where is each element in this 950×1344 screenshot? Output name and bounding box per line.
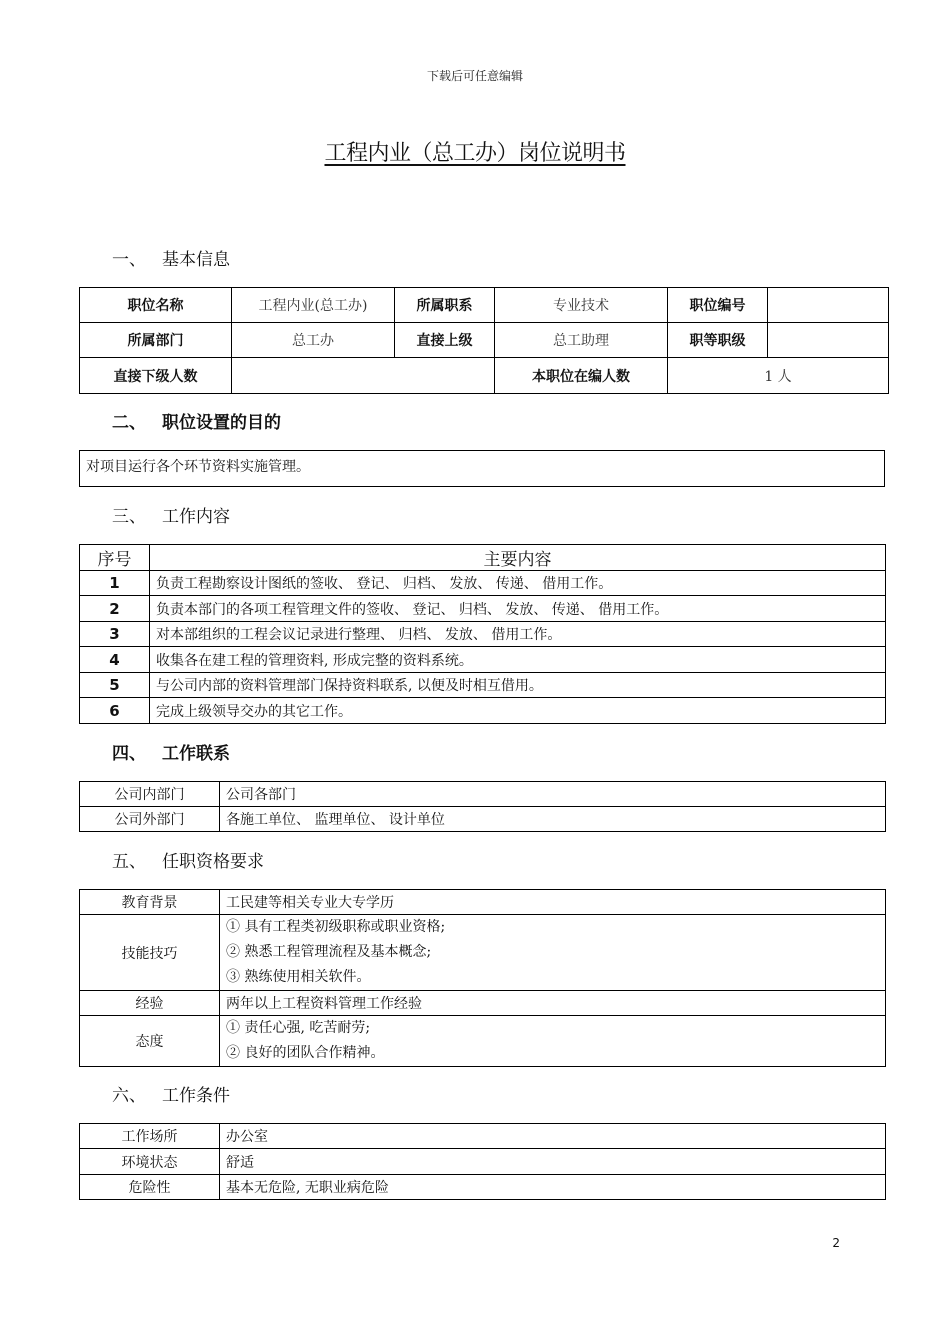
row-text: 完成上级领导交办的其它工作。 <box>150 698 886 724</box>
skills-list <box>220 915 886 991</box>
department-label: 所属部门 <box>80 323 232 358</box>
section-number: 二、 <box>112 413 146 433</box>
position-code-label: 职位编号 <box>668 288 768 323</box>
table-row <box>80 698 886 724</box>
job-family-label: 所属职系 <box>395 288 495 323</box>
page-number: 2 <box>832 1236 840 1250</box>
row-number: 1 <box>80 571 150 596</box>
skill-item: ② 熟悉工程管理流程及基本概念; <box>226 944 432 960</box>
row-text: 负责本部门的各项工程管理文件的签收、 登记、 归档、 发放、 传递、 借用工作。 <box>150 596 886 622</box>
hazard-value: 基本无危险, 无职业病危险 <box>220 1175 886 1200</box>
headcount-label: 本职位在编人数 <box>495 358 668 394</box>
grade-value <box>768 323 889 358</box>
internal-label: 公司内部门 <box>80 782 220 807</box>
section-heading-relations <box>112 739 230 764</box>
department-value: 总工办 <box>232 323 395 358</box>
relations-table <box>79 781 886 832</box>
section-heading-basic-info <box>112 245 230 270</box>
attitude-item: ① 责任心强, 吃苦耐劳; <box>226 1020 371 1036</box>
section-number: 三、 <box>112 507 146 527</box>
row-number: 6 <box>80 698 150 724</box>
position-code-value <box>768 288 889 323</box>
education-value: 工民建等相关专业大专学历 <box>220 890 886 915</box>
row-text: 收集各在建工程的管理资料, 形成完整的资料系统。 <box>150 647 886 673</box>
work-content-table <box>79 544 886 724</box>
qualifications-table <box>79 889 886 1067</box>
section-heading-qualifications <box>112 847 264 872</box>
section-heading-purpose <box>112 408 281 433</box>
row-number: 5 <box>80 673 150 698</box>
document-title: 工程内业（总工办）岗位说明书 <box>324 141 626 166</box>
row-number: 3 <box>80 622 150 647</box>
table-row <box>80 596 886 622</box>
environment-value: 舒适 <box>220 1149 886 1175</box>
purpose-table <box>79 450 885 487</box>
col-header-no: 序号 <box>80 545 150 571</box>
external-value: 各施工单位、 监理单位、 设计单位 <box>220 807 886 832</box>
basic-info-table <box>79 287 889 394</box>
attitude-list <box>220 1016 886 1067</box>
table-row <box>80 673 886 698</box>
hazard-label: 危险性 <box>80 1175 220 1200</box>
row-text: 与公司内部的资料管理部门保持资料联系, 以便及时相互借用。 <box>150 673 886 698</box>
row-text: 负责工程勘察设计图纸的签收、 登记、 归档、 发放、 传递、 借用工作。 <box>150 571 886 596</box>
section-number: 六、 <box>112 1086 146 1106</box>
position-name-label: 职位名称 <box>80 288 232 323</box>
internal-value: 公司各部门 <box>220 782 886 807</box>
table-row <box>80 647 886 673</box>
section-title: 职位设置的目的 <box>162 413 281 433</box>
place-value: 办公室 <box>220 1124 886 1149</box>
experience-value: 两年以上工程资料管理工作经验 <box>220 991 886 1016</box>
external-label: 公司外部门 <box>80 807 220 832</box>
skill-item: ① 具有工程类初级职称或职业资格; <box>226 919 446 935</box>
section-title: 工作联系 <box>162 744 230 764</box>
skill-item: ③ 熟练使用相关软件。 <box>226 969 371 985</box>
row-number: 2 <box>80 596 150 622</box>
purpose-text: 对项目运行各个环节资料实施管理。 <box>80 451 885 487</box>
section-title: 基本信息 <box>162 250 230 270</box>
conditions-table <box>79 1123 886 1200</box>
education-label: 教育背景 <box>80 890 220 915</box>
section-number: 一、 <box>112 250 146 270</box>
grade-label: 职等职级 <box>668 323 768 358</box>
row-text: 对本部组织的工程会议记录进行整理、 归档、 发放、 借用工作。 <box>150 622 886 647</box>
subordinates-label: 直接下级人数 <box>80 358 232 394</box>
section-heading-work-content <box>112 502 230 527</box>
col-header-content: 主要内容 <box>150 545 886 571</box>
position-name-value: 工程内业(总工办) <box>232 288 395 323</box>
section-title: 工作内容 <box>162 507 230 527</box>
experience-label: 经验 <box>80 991 220 1016</box>
table-row <box>80 571 886 596</box>
headcount-value: 1 人 <box>668 358 889 394</box>
job-family-value: 专业技术 <box>495 288 668 323</box>
subordinates-value <box>232 358 495 394</box>
section-heading-conditions <box>112 1081 230 1106</box>
place-label: 工作场所 <box>80 1124 220 1149</box>
section-title: 工作条件 <box>162 1086 230 1106</box>
section-number: 五、 <box>112 852 146 872</box>
skills-label: 技能技巧 <box>80 915 220 991</box>
table-row <box>80 622 886 647</box>
header-note: 下载后可任意编辑 <box>426 69 523 83</box>
direct-superior-label: 直接上级 <box>395 323 495 358</box>
row-number: 4 <box>80 647 150 673</box>
attitude-item: ② 良好的团队合作精神。 <box>226 1045 385 1061</box>
section-title: 任职资格要求 <box>162 852 264 872</box>
direct-superior-value: 总工助理 <box>495 323 668 358</box>
attitude-label: 态度 <box>80 1016 220 1067</box>
section-number: 四、 <box>112 744 146 764</box>
environment-label: 环境状态 <box>80 1149 220 1175</box>
